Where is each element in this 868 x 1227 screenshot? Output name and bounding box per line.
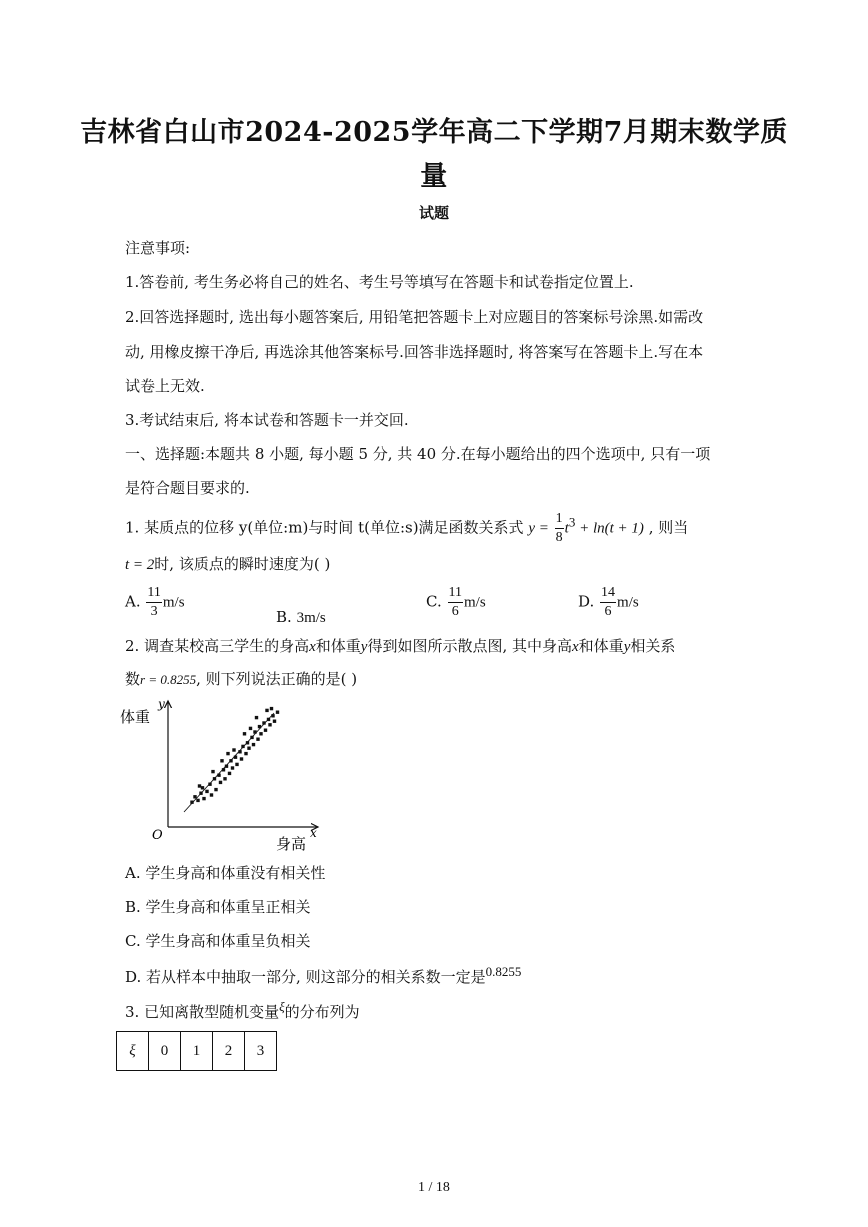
- scatter-point: [219, 781, 222, 784]
- q1-option-a-unit: m/s: [162, 594, 185, 611]
- scatter-point: [240, 757, 243, 760]
- q1-option-c-den: 6: [451, 604, 459, 619]
- q1-option-a-den: 3: [150, 604, 158, 619]
- scatter-point: [214, 788, 217, 791]
- scatter-point: [256, 738, 259, 741]
- doc-subtitle: 试题: [418, 204, 449, 222]
- table-row: [117, 1032, 277, 1071]
- scatter-point: [196, 799, 199, 802]
- scatter-point: [238, 750, 241, 753]
- q1-formula-rest: + ln(t + 1): [575, 520, 644, 537]
- table-cell: 1: [181, 1032, 213, 1071]
- table-cell: 0: [149, 1032, 181, 1071]
- q1-option-b-label: B.: [276, 608, 292, 626]
- q1-formula-t: t: [564, 520, 569, 537]
- scatter-plot: [118, 695, 328, 853]
- page-number: 1 / 18: [418, 1180, 450, 1195]
- scatter-point: [246, 741, 249, 744]
- doc-title-line1: 吉林省白山市2024-2025学年高二下学期7月期末数学质: [80, 117, 788, 148]
- q2-text-a5: 相关系: [630, 637, 676, 655]
- q2-option-a[interactable]: A. 学生身高和体重没有相关性: [125, 864, 326, 882]
- x-axis-var: x: [310, 826, 317, 840]
- table-cell: ξ: [117, 1032, 149, 1071]
- q1-text-b: , 则当: [648, 518, 689, 537]
- q1-option-d-label: D.: [578, 592, 595, 611]
- q3-text-b: 的分布列为: [284, 1003, 360, 1021]
- q2-text-a4: 和体重: [578, 637, 624, 655]
- scatter-point: [249, 727, 252, 730]
- q1-option-d-den: 6: [604, 604, 612, 619]
- scatter-point: [201, 786, 204, 789]
- notice-item-2b: 动, 用橡皮擦干净后, 再选涂其他答案标号.回答非选择题时, 将答案写在答题卡上.写在本: [125, 343, 704, 361]
- scatter-point: [193, 795, 196, 798]
- q1-formula-exp: 3: [568, 514, 576, 530]
- doc-title-line2: 量: [420, 161, 448, 192]
- q2-text-b2: , 则下列说法正确的是( ): [196, 670, 358, 688]
- scatter-point: [255, 716, 258, 719]
- q1-option-b-value: 3m/s: [296, 610, 326, 626]
- notice-heading: 注意事项:: [125, 239, 191, 257]
- q2-var-y: y: [360, 639, 368, 655]
- q1-condition: t = 2: [125, 557, 155, 573]
- distribution-table: [116, 1031, 277, 1071]
- q1-option-c-frac: [448, 586, 463, 619]
- q1-option-a[interactable]: [125, 586, 185, 619]
- q2-stem: [125, 635, 675, 656]
- q2-r-value: r = 0.8255: [140, 672, 197, 687]
- q1-option-a-label: A.: [125, 592, 141, 611]
- q1-stem: [125, 512, 688, 545]
- q1-option-d-frac: [600, 586, 616, 619]
- q1-formula-frac: [555, 512, 564, 545]
- scatter-point: [276, 711, 279, 714]
- q2-var-y-2: y: [623, 639, 631, 655]
- q1-option-c-label: C.: [426, 592, 442, 611]
- q1-text-c: 时, 该质点的瞬时速度为( ): [154, 555, 331, 573]
- scatter-point: [229, 759, 232, 762]
- q2-stem-2: [125, 668, 357, 689]
- q2-text-a2: 和体重: [315, 637, 361, 655]
- scatter-point: [253, 730, 256, 733]
- table-cell: 2: [213, 1032, 245, 1071]
- scatter-point: [222, 768, 225, 771]
- scatter-point: [271, 714, 274, 717]
- notice-item-2a: 2.回答选择题时, 选出每小题答案后, 用铅笔把答题卡上对应题目的答案标号涂黑.如需改: [125, 308, 704, 326]
- scatter-point: [235, 763, 238, 766]
- scatter-point: [273, 720, 276, 723]
- q3-text-a: 3. 已知离散型随机变量: [125, 1003, 280, 1021]
- scatter-point: [234, 756, 237, 759]
- scatter-point: [252, 743, 255, 746]
- scatter-point: [210, 793, 213, 796]
- scatter-point: [259, 732, 262, 735]
- q1-option-a-frac: [146, 586, 161, 619]
- scatter-point: [228, 772, 231, 775]
- q1-option-c-num: 11: [448, 586, 463, 603]
- scatter-point: [268, 723, 271, 726]
- scatter-point: [244, 752, 247, 755]
- q1-stem-2: [125, 553, 330, 574]
- scatter-point: [267, 718, 270, 721]
- q1-option-d-unit: m/s: [617, 594, 639, 611]
- q1-option-a-num: 11: [146, 586, 161, 603]
- scatter-point: [211, 770, 214, 773]
- q1-option-b[interactable]: [276, 608, 326, 627]
- notice-item-2c: 试卷上无效.: [125, 377, 205, 395]
- scatter-point: [198, 784, 201, 787]
- scatter-point: [264, 729, 267, 732]
- notice-item-1: 1.答卷前, 考生务必将自己的姓名、考生号等填写在答题卡和试卷指定位置上.: [125, 273, 634, 291]
- scatter-point: [199, 792, 202, 795]
- scatter-point: [243, 732, 246, 735]
- table-cell: 3: [245, 1032, 277, 1071]
- q2-option-b[interactable]: B. 学生身高和体重呈正相关: [125, 898, 311, 916]
- q1-option-d[interactable]: [578, 586, 639, 619]
- section-heading-a: 一、选择题:本题共 8 小题, 每小题 5 分, 共 40 分.在每小题给出的四个选项中, 只有一项: [125, 445, 711, 463]
- q2-option-d-text: D. 若从样本中抽取一部分, 则这部分的相关系数一定是: [125, 968, 486, 986]
- q2-option-d[interactable]: [125, 964, 521, 987]
- section-heading-b: 是符合题目要求的.: [125, 479, 250, 497]
- scatter-point: [225, 765, 228, 768]
- scatter-point: [265, 709, 268, 712]
- scatter-point: [250, 736, 253, 739]
- scatter-point: [232, 748, 235, 751]
- scatter-point: [226, 752, 229, 755]
- scatter-point: [205, 790, 208, 793]
- y-axis-label: 体重: [120, 708, 151, 726]
- q1-option-d-num: 14: [600, 586, 616, 603]
- q2-option-c[interactable]: C. 学生身高和体重呈负相关: [125, 932, 311, 950]
- scatter-point: [241, 745, 244, 748]
- scatter-point: [223, 777, 226, 780]
- q1-text-a: 1. 某质点的位移 y(单位:m)与时间 t(单位:s)满足函数关系式: [125, 518, 524, 537]
- q3-var: ξ: [279, 999, 285, 1014]
- q1-option-c[interactable]: [426, 586, 486, 619]
- y-axis-var: y: [158, 697, 165, 711]
- origin-label: O: [152, 828, 163, 843]
- scatter-point: [231, 766, 234, 769]
- scatter-point: [217, 774, 220, 777]
- q1-frac-den: 8: [555, 530, 563, 545]
- q1-formula-y: y =: [528, 520, 549, 537]
- q1-option-c-unit: m/s: [463, 594, 486, 611]
- q2-var-x: x: [309, 639, 316, 655]
- q2-var-x-2: x: [572, 639, 579, 655]
- scatter-point: [202, 797, 205, 800]
- scatter-point: [262, 721, 265, 724]
- q2-text-a1: 2. 调查某校高三学生的身高: [125, 637, 310, 655]
- q1-frac-num: 1: [555, 512, 564, 529]
- scatter-point: [258, 725, 261, 728]
- x-axis-label: 身高: [276, 835, 307, 853]
- scatter-point: [213, 777, 216, 780]
- scatter-point: [247, 747, 250, 750]
- scatter-point: [270, 707, 273, 710]
- scatter-point: [220, 759, 223, 762]
- scatter-point: [208, 783, 211, 786]
- q3-stem: [125, 999, 360, 1022]
- q2-text-a3: 得到如图所示散点图, 其中身高: [367, 637, 572, 655]
- notice-item-3: 3.考试结束后, 将本试卷和答题卡一并交回.: [125, 411, 409, 429]
- scatter-point: [190, 801, 193, 804]
- q2-option-d-value: 0.8255: [485, 964, 522, 979]
- q2-text-b1: 数: [125, 670, 141, 688]
